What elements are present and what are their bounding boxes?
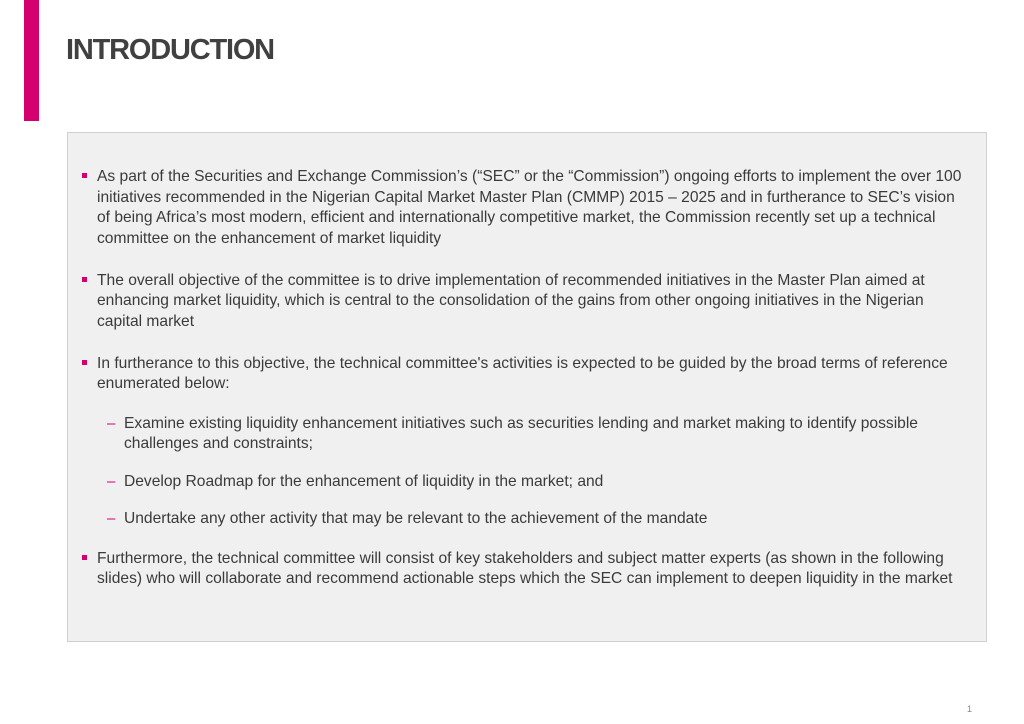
bullet-text: In furtherance to this objective, the technical committee's activities is expected to be guided by the broad terms of reference enumerated below: (97, 354, 948, 392)
sub-bullet-text: Develop Roadmap for the enhancement of liquidity in the market; and (124, 472, 604, 490)
page-number: 1 (966, 704, 972, 714)
bullet-text: The overall objective of the committee is to drive implementation of recommended initiatives in the Master Plan aimed at enhancing market liquidity, which is central to the consolidation of the gains from other ongoing initiatives in the Nigerian capital market (97, 271, 925, 330)
sub-bullet-item (68, 414, 986, 455)
bullet-list (68, 167, 986, 611)
bullet-text: Furthermore, the technical committee will consist of key stakeholders and subject matter experts (as shown in the following slides) who will collaborate and recommend actionable steps which the SEC can implement to deepen liquidity in the market (97, 549, 953, 587)
dash-bullet-icon: – (107, 472, 116, 490)
accent-bar (24, 0, 39, 121)
sub-bullet-list (68, 414, 986, 530)
dash-bullet-icon: – (107, 510, 116, 527)
bullet-item (68, 167, 986, 249)
sub-bullet-text: Examine existing liquidity enhancement initiatives such as securities lending and market making to identify possible challenges and constraints; (124, 414, 918, 452)
sub-bullet-item (68, 472, 986, 493)
sub-bullet-item (68, 509, 986, 530)
sub-bullet-text: Undertake any other activity that may be relevant to the achievement of the mandate (124, 510, 708, 527)
square-bullet-icon (82, 277, 87, 282)
sub-bullet-group (68, 414, 986, 530)
bullet-item (68, 271, 986, 333)
bullet-item (68, 354, 986, 395)
square-bullet-icon (82, 555, 87, 560)
slide-title: INTRODUCTION (66, 34, 274, 66)
square-bullet-icon (82, 173, 87, 178)
bullet-item (68, 549, 986, 590)
square-bullet-icon (82, 360, 87, 365)
bullet-text: As part of the Securities and Exchange Commission’s (“SEC” or the “Commission”) ongoing efforts to implement the over 100 initiatives recommended in the Nigerian Capital Market Master Plan (CMMP) 2015 – 2025 and in furtherance to SEC’s vision of being Africa’s most modern, efficient and internationally competitive market, the Commission recently set up a technical committee on the enhancement of market liquidity (97, 168, 962, 247)
content-box (67, 132, 987, 642)
dash-bullet-icon: – (107, 414, 116, 432)
